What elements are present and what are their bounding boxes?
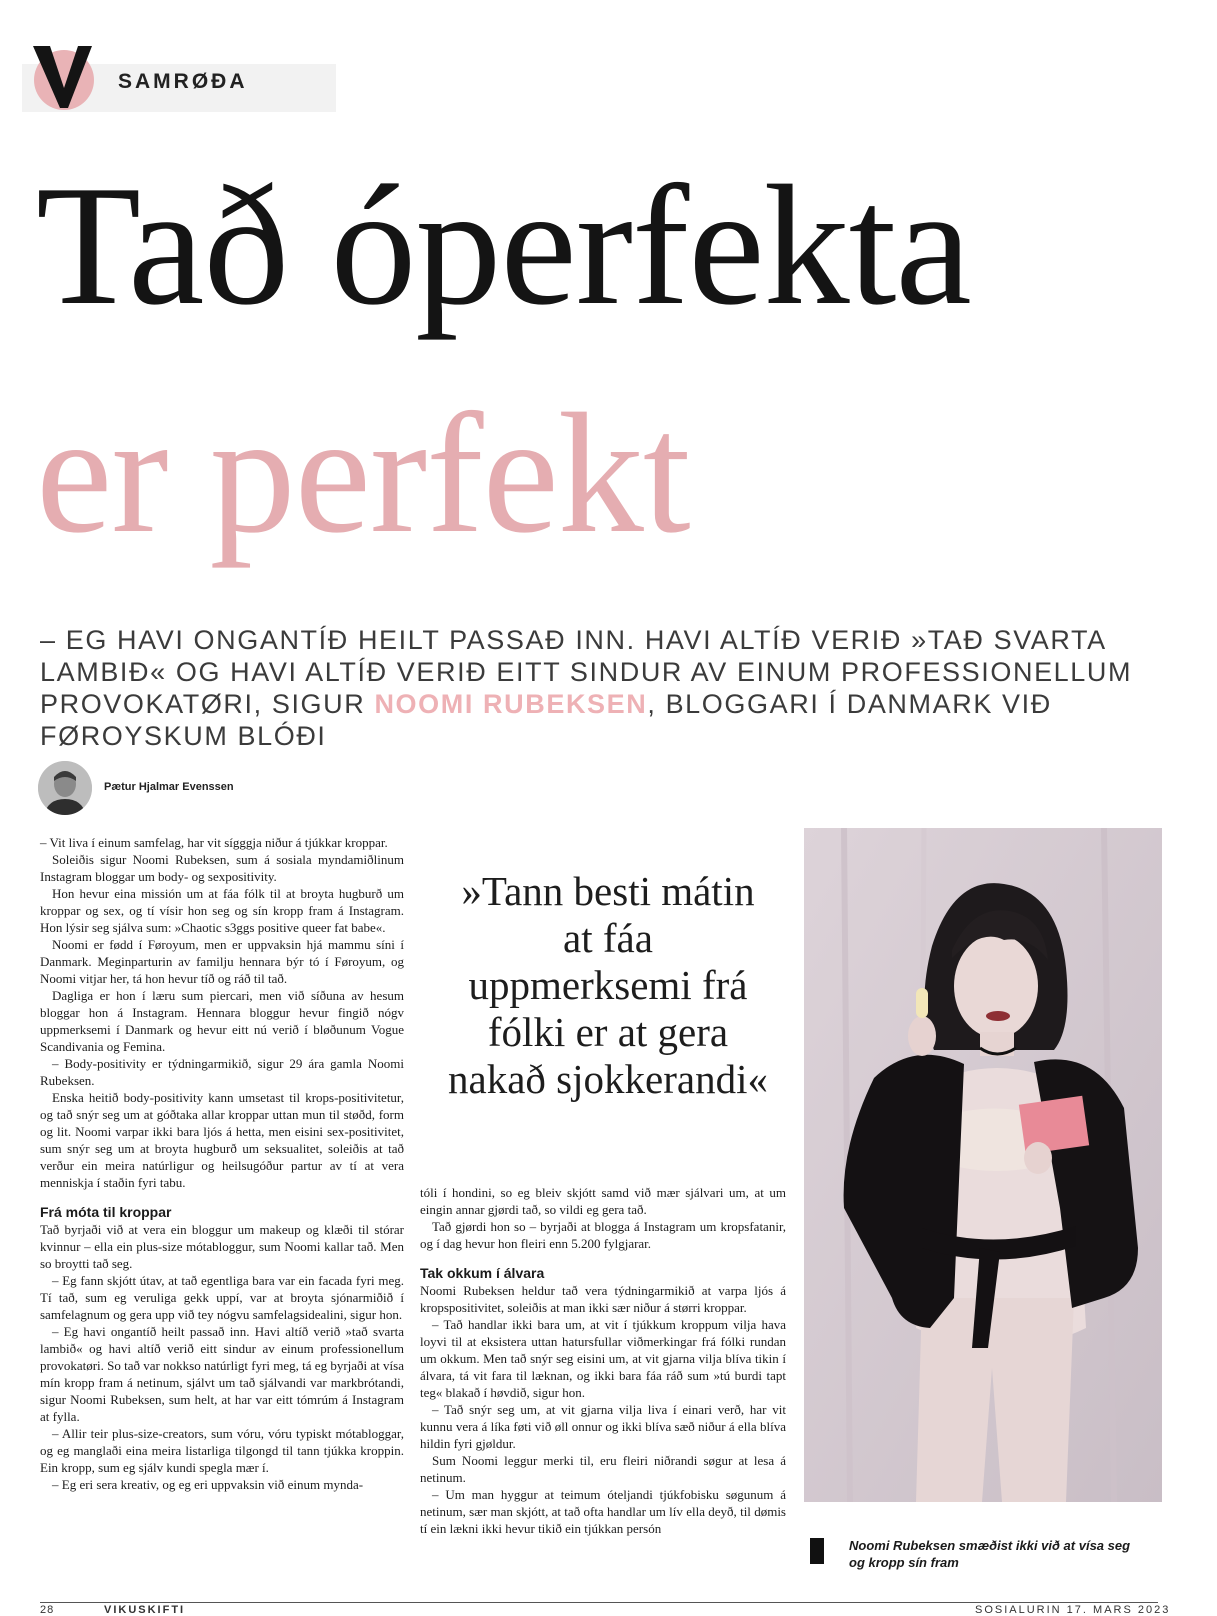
photo-caption: Noomi Rubeksen smæðist ikki við at vísa seg og kropp sín fram	[849, 1538, 1131, 1570]
paragraph: Dagliga er hon í læru sum piercari, men við síðuna av hesum bloggar hon á Instagram. Hennara bloggur hevur fingið nógv uppmerksemi í Danmark og hevur eitt nú verið í bløðunum Vogue Scandivania og Femina.	[40, 988, 404, 1054]
paragraph: – Allir teir plus-size-creators, sum vóru, vóru typiskt mótabloggar, og eg manglaði eina meira listarliga tilgongd til tann tjúkka kroppin. Ein kropp, sum eg sjálv kundi spegla mær í.	[40, 1426, 404, 1475]
paragraph: Noomi er fødd í Føroyum, men er uppvaksin hjá mammu síni í Danmark. Meginparturin av familju hennara býr tó í Føroyum, og Noomi vitjar her, tá hon hevur tíð og ráð til tað.	[40, 937, 404, 986]
paragraph: Hon hevur eina missión um at fáa fólk til at broyta hugburð um kroppar og sex, og tí vísir hon seg og sín kropp fram á Instagram. Hon lýsir seg sjálva sum: »Chaotic s3ggs positive queer fat babe«.	[40, 886, 404, 935]
paragraph: Soleiðis sigur Noomi Rubeksen, sum á sosiala myndamiðlinum Instagram bloggar um body- og sexpositivity.	[40, 852, 404, 884]
paragraph: – Eg fann skjótt útav, at tað egentliga bara var ein facada fyri meg. Tí tað, sum eg veruliga gekk uppí, var at broyta sjónarmiðið í samfelagnum og gera upp við tey nógvu samfelagsidealini, sigur hon.	[40, 1273, 404, 1322]
footer-page-number: 28	[40, 1604, 55, 1616]
paragraph: – Um man hyggur at teimum óteljandi tjúkfobisku søgunum á netinum, sær man skjótt, at tað ofta handlar um lív ella deyð, til dømis tí ein lækni ikki hevur tikið ein tjúkkan persón	[420, 1487, 786, 1536]
paragraph: – Tað snýr seg um, at vit gjarna vilja liva í einari verð, har vit kunnu vera á líka føti við øll onnur og ikki blíva sæð niður á ella blíva hildin fyri gjøldur.	[420, 1402, 786, 1451]
footer-issue: SOSIALURIN 17. MARS 2023	[975, 1604, 1171, 1616]
deck-text-before: – EG HAVI ONGANTÍÐ HEILT PASSAÐ INN. HAVI ALTÍÐ VERIÐ »TAÐ SVARTA LAMBIÐ« OG HAVI ALTÍÐ VERIÐ EITT SINDUR AV EINUM PROFESSIONELLUM PROVOKATØRI, SIGUR	[40, 625, 1133, 719]
caption-marker	[810, 1538, 824, 1564]
paragraph: tóli í hondini, so eg bleiv skjótt samd við mær sjálvari um, at um eingin annar gjørdi tað, so vildi eg gera tað.	[420, 1185, 786, 1217]
paragraph: Noomi Rubeksen heldur tað vera týdningarmikið at varpa ljós á kropspositivitet, soleiðis at man ikki sær niður á størri kroppar.	[420, 1283, 786, 1315]
magazine-v-logo	[30, 44, 98, 112]
subheading: Tak okkum í álvara	[420, 1265, 545, 1281]
paragraph: – Eg eri sera kreativ, og eg eri uppvaksin við einum mynda-	[52, 1477, 364, 1492]
author-avatar	[38, 761, 92, 815]
deck-text-after: , BLOGGARI Í DANMARK VIÐ FØROYSKUM BLÓÐI	[40, 689, 1052, 751]
article-column-2	[420, 1184, 786, 1537]
portrait-photo	[804, 828, 1162, 1502]
section-label: SAMRØÐA	[118, 70, 248, 93]
paragraph: – Body-positivity er týdningarmikið, sigur 29 ára gamla Noomi Rubeksen.	[40, 1056, 404, 1088]
paragraph: – Vit liva í einum samfelag, har vit sígggja niður á tjúkkar kroppar.	[40, 835, 388, 850]
paragraph: Tað gjørdi hon so – byrjaði at blogga á Instagram um kropsfatanir, og í dag hevur hon fleiri enn 5.200 fylgjarar.	[420, 1219, 786, 1251]
deck-intro	[40, 624, 1190, 752]
paragraph: – Tað handlar ikki bara um, at vit í tjúkkum kroppum vilja hava loyvi til at eksistera uttan hatursfullar viðmerkingar frá fólki rundan um okkum. Men tað snýr seg eisini um, at vit gjarna vilja blíva tikin í álvara, tá vit fara til læknan, og ikki bara fáa ráð sum »tú burdi tapt teg« blakað í høvdið, sigur hon.	[420, 1317, 786, 1400]
deck-name: NOOMI RUBEKSEN	[374, 689, 648, 719]
article-column-1	[40, 834, 404, 1493]
headline-line-2: er perfekt	[36, 379, 690, 569]
paragraph: Sum Noomi leggur merki til, eru fleiri niðrandi søgur at lesa á netinum.	[420, 1453, 786, 1485]
paragraph: Tað byrjaði við at vera ein bloggur um makeup og klæði til stórar kvinnur – ella ein plus-size mótabloggur, sum Noomi kallar tað. Men so broytti tað seg.	[40, 1222, 404, 1271]
footer-rule	[40, 1602, 1158, 1603]
headline-line-1: Tað óperfekta	[36, 151, 971, 341]
footer-magazine-name: VIKUSKIFTI	[104, 1604, 186, 1616]
byline-author: Pætur Hjalmar Evenssen	[104, 781, 234, 793]
subheading: Frá móta til kroppar	[40, 1204, 172, 1220]
paragraph: – Eg havi ongantíð heilt passað inn. Havi altíð verið »tað svarta lambið« og havi altíð verið eitt sindur av einum professionellum provokatøri. So tað var nokkso natúrligt fyri meg, tá eg byrjaði at vísa mín kropp fram á netinum, sjálvt um tað sjálvandi var markbrótandi, sigur Noomi Rubeksen, sum helt, at har var eitt tómrúm á Instagram at fylla.	[40, 1324, 404, 1424]
paragraph: Enska heitið body-positivity kann umsetast til krops-positivitetur, og tað snýr seg um at góðtaka allar kroppar uttan mun til støðd, form og lit. Noomi varpar ikki bara ljós á hetta, men eisini sex-positivitet, sum snýr seg um at broyta hugburð um seksualitet, soleiðis at tað verður ein meira natúrligur og heilsugóður partur av tí at vera menniskja í staðin fyri tabu.	[40, 1090, 404, 1190]
pull-quote: »Tann besti mátin at fáa uppmerksemi frá fólki er at gera nakað sjokkerandi«	[448, 868, 768, 1102]
